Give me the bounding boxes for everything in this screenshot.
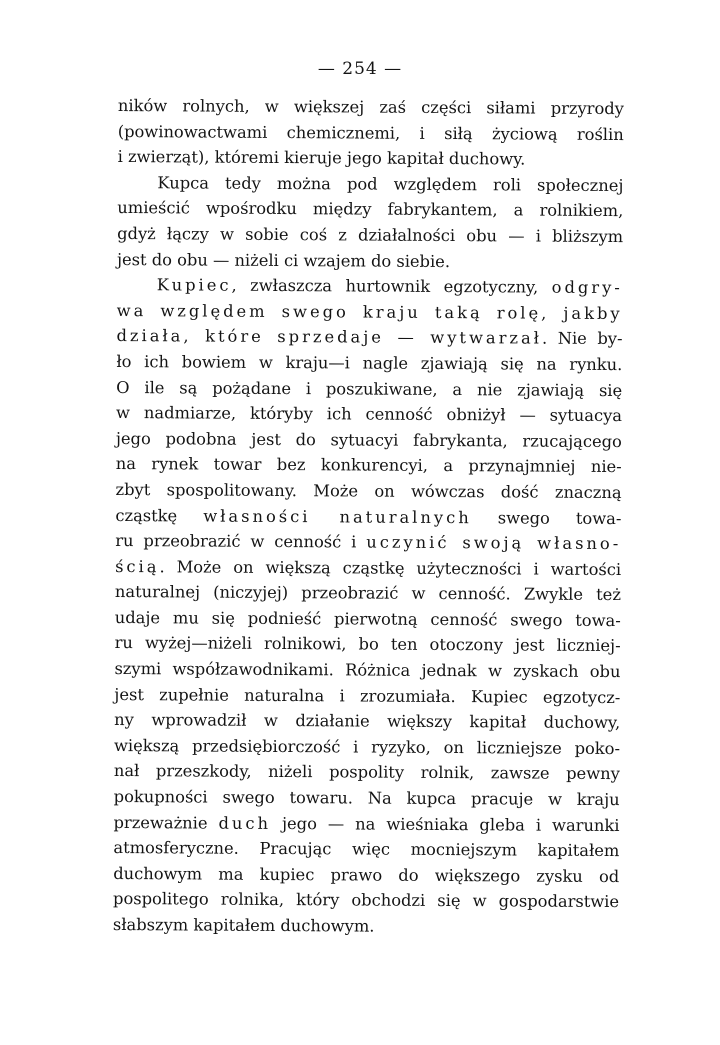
text-segment: przeważnie	[113, 812, 219, 833]
text-line	[115, 528, 621, 557]
text-segment: jest do obu — niżeli ci wzajem do siebie.	[116, 249, 451, 271]
text-segment: pokupności swego towaru. Na kupca pracuje w kraju	[113, 787, 620, 810]
text-line	[115, 477, 621, 506]
text-segment: nał przeszkody, niżeli pospolity rolnik, zawsze pewny	[113, 761, 620, 784]
text-line	[114, 682, 620, 711]
page-number: — 254 —	[317, 59, 403, 79]
text-segment: ło ich bowiem w kraju—i nagle zjawiają się na rynku.	[116, 351, 623, 375]
text-segment: ny wprowadził w działanie większy kapitał duchowy,	[114, 710, 621, 733]
text-segment: zbyt spospolitowany. Może on wówczas dość znaczną	[115, 479, 622, 502]
text-segment: . Nie by-	[541, 328, 623, 349]
text-line	[114, 656, 620, 685]
text-segment: . Może on większą cząstkę użyteczności i wartości	[159, 556, 622, 579]
text-line	[116, 349, 622, 378]
text-segment: na rynek towar bez konkurencyi, a przynajmniej nie-	[115, 454, 622, 477]
text-segment: i zwierząt), któremi kieruje jego kapitał duchowy.	[117, 147, 526, 169]
text-line	[117, 298, 623, 327]
text-line	[115, 554, 621, 583]
text-line	[113, 912, 619, 941]
text-segment: jego — na wieśniaka gleba i warunki	[270, 813, 620, 835]
text-line	[115, 579, 621, 608]
text-segment: pospolitego rolnika, który obchodzi się w gospodarstwie	[113, 889, 620, 912]
text-segment: ru przeobrazić w cenność i	[115, 531, 367, 552]
text-line	[118, 93, 624, 122]
text-segment: słabszym kapitałem duchowym.	[112, 914, 375, 936]
text-line	[114, 784, 620, 813]
text-line	[116, 400, 622, 429]
text-segment: O ile są pożądane i poszukiwane, a nie zjawiają się	[116, 377, 623, 400]
text-line	[116, 375, 622, 404]
spaced-emphasis-text: wa względem swego kraju taką rolę, jakby	[116, 300, 623, 323]
text-segment: w nadmiarze, któryby ich cenność obniżył — sytuacya	[115, 403, 623, 426]
text-line	[114, 733, 620, 762]
text-line	[117, 170, 623, 199]
text-line	[115, 502, 621, 531]
text-segment: naturalnej (niczyjej) przeobrazić w cenność. Zwykle też	[114, 582, 622, 605]
text-line	[113, 835, 619, 864]
text-line	[114, 707, 620, 736]
spaced-emphasis-text: ścią	[115, 556, 160, 576]
text-segment: ników rolnych, w większej zaś części siłami przyrody	[117, 95, 624, 119]
spaced-emphasis-text: działa, które sprzedaje — wytwarzał	[116, 326, 543, 348]
text-segment: jest zupełnie naturalna i zrozumiała. Kupiec egzotycz-	[114, 684, 621, 707]
text-line	[113, 886, 619, 915]
spaced-emphasis-text: odgry-	[551, 277, 623, 298]
text-segment: umieścić wpośrodku między fabrykantem, a rolnikiem,	[117, 198, 624, 221]
text-segment: , zwłaszcza hurtownik egzotyczny,	[231, 275, 552, 297]
spaced-emphasis-text: własności naturalnych	[203, 506, 472, 527]
text-segment: (powinowactwami chemicznemi, i siłą życiową roślin	[117, 121, 624, 144]
text-line	[115, 605, 621, 634]
text-line	[113, 861, 619, 890]
spaced-emphasis-text: duch	[218, 813, 272, 833]
text-line	[113, 810, 619, 839]
text-segment: duchowym ma kupiec prawo do większego zysku od	[113, 863, 620, 886]
text-segment: swego towa-	[471, 507, 622, 528]
text-line	[117, 221, 623, 250]
text-line	[117, 195, 623, 224]
text-segment: większą przedsiębiorczość i ryzyko, on liczniejsze poko-	[113, 735, 621, 758]
text-line	[117, 272, 623, 301]
text-segment: jego podobna jest do sytuacyi fabrykanta, rzucającego	[115, 428, 622, 451]
text-segment: gdyż łączy w sobie coś z działalności obu — i bliższym	[117, 223, 624, 247]
spaced-emphasis-text: uczynić swoją własno-	[366, 532, 622, 554]
text-segment: ru wyżej—niżeli rolnikowi, bo ten otoczony jest liczniej-	[114, 633, 621, 656]
text-segment: atmosferyczne. Pracując więc mocniejszym kapitałem	[113, 838, 620, 861]
text-segment: Kupca tedy można pod względem roli społecznej	[157, 173, 624, 195]
text-line	[117, 247, 623, 276]
text-line	[116, 426, 622, 455]
text-segment: cząstkę	[115, 505, 204, 526]
spaced-emphasis-text: Kupiec	[156, 275, 232, 295]
body-text	[113, 93, 624, 941]
text-line	[118, 144, 624, 173]
text-line	[114, 758, 620, 787]
text-segment: szymi współzawodnikami. Różnica jednak w zyskach obu	[114, 659, 621, 682]
text-line	[118, 119, 624, 148]
text-line	[115, 630, 621, 659]
text-line	[116, 323, 622, 352]
text-line	[116, 451, 622, 480]
text-segment: udaje mu się podnieść pierwotną cenność swego towa-	[114, 607, 621, 630]
